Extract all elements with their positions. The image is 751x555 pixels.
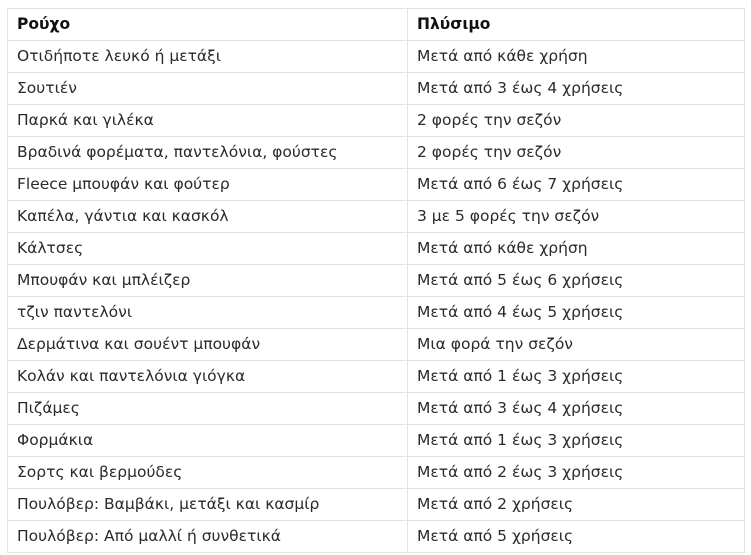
table-row bbox=[8, 457, 745, 489]
table-row bbox=[8, 329, 745, 361]
column-header-washing: Πλύσιμο bbox=[408, 9, 745, 41]
garment-cell: Πουλόβερ: Από μαλλί ή συνθετικά bbox=[8, 521, 408, 553]
table-row bbox=[8, 489, 745, 521]
table-row bbox=[8, 201, 745, 233]
garment-cell: Δερμάτινα και σουέντ μπουφάν bbox=[8, 329, 408, 361]
table-row bbox=[8, 169, 745, 201]
washing-cell: Μετά από κάθε χρήση bbox=[408, 233, 745, 265]
garment-cell: Καπέλα, γάντια και κασκόλ bbox=[8, 201, 408, 233]
column-header-garment: Ρούχο bbox=[8, 9, 408, 41]
washing-cell: Μετά από 2 χρήσεις bbox=[408, 489, 745, 521]
washing-cell: 2 φορές την σεζόν bbox=[408, 137, 745, 169]
table-header-row bbox=[8, 9, 745, 41]
garment-cell: Κάλτσες bbox=[8, 233, 408, 265]
garment-cell: Οτιδήποτε λευκό ή μετάξι bbox=[8, 41, 408, 73]
laundry-table bbox=[7, 8, 745, 553]
washing-cell: 2 φορές την σεζόν bbox=[408, 105, 745, 137]
table-row bbox=[8, 41, 745, 73]
table-row bbox=[8, 297, 745, 329]
table-row bbox=[8, 393, 745, 425]
table-row bbox=[8, 361, 745, 393]
garment-cell: Κολάν και παντελόνια γιόγκα bbox=[8, 361, 408, 393]
table-row bbox=[8, 265, 745, 297]
washing-cell: Μια φορά την σεζόν bbox=[408, 329, 745, 361]
washing-cell: Μετά από 3 έως 4 χρήσεις bbox=[408, 393, 745, 425]
table-row bbox=[8, 425, 745, 457]
table-row bbox=[8, 137, 745, 169]
washing-cell: Μετά από 1 έως 3 χρήσεις bbox=[408, 361, 745, 393]
table-row bbox=[8, 521, 745, 553]
table-row bbox=[8, 105, 745, 137]
garment-cell: Σορτς και βερμούδες bbox=[8, 457, 408, 489]
garment-cell: Fleece μπουφάν και φούτερ bbox=[8, 169, 408, 201]
garment-cell: Φορμάκια bbox=[8, 425, 408, 457]
table-row bbox=[8, 233, 745, 265]
garment-cell: Πουλόβερ: Βαμβάκι, μετάξι και κασμίρ bbox=[8, 489, 408, 521]
garment-cell: Πιζάμες bbox=[8, 393, 408, 425]
garment-cell: Μπουφάν και μπλέιζερ bbox=[8, 265, 408, 297]
table-row bbox=[8, 73, 745, 105]
washing-cell: Μετά από 5 χρήσεις bbox=[408, 521, 745, 553]
garment-cell: τζιν παντελόνι bbox=[8, 297, 408, 329]
washing-cell: Μετά από 4 έως 5 χρήσεις bbox=[408, 297, 745, 329]
washing-cell: Μετά από 5 έως 6 χρήσεις bbox=[408, 265, 745, 297]
washing-cell: 3 με 5 φορές την σεζόν bbox=[408, 201, 745, 233]
garment-cell: Παρκά και γιλέκα bbox=[8, 105, 408, 137]
garment-cell: Βραδινά φορέματα, παντελόνια, φούστες bbox=[8, 137, 408, 169]
washing-cell: Μετά από 6 έως 7 χρήσεις bbox=[408, 169, 745, 201]
garment-cell: Σουτιέν bbox=[8, 73, 408, 105]
washing-cell: Μετά από 1 έως 3 χρήσεις bbox=[408, 425, 745, 457]
washing-cell: Μετά από 2 έως 3 χρήσεις bbox=[408, 457, 745, 489]
washing-cell: Μετά από 3 έως 4 χρήσεις bbox=[408, 73, 745, 105]
washing-cell: Μετά από κάθε χρήση bbox=[408, 41, 745, 73]
